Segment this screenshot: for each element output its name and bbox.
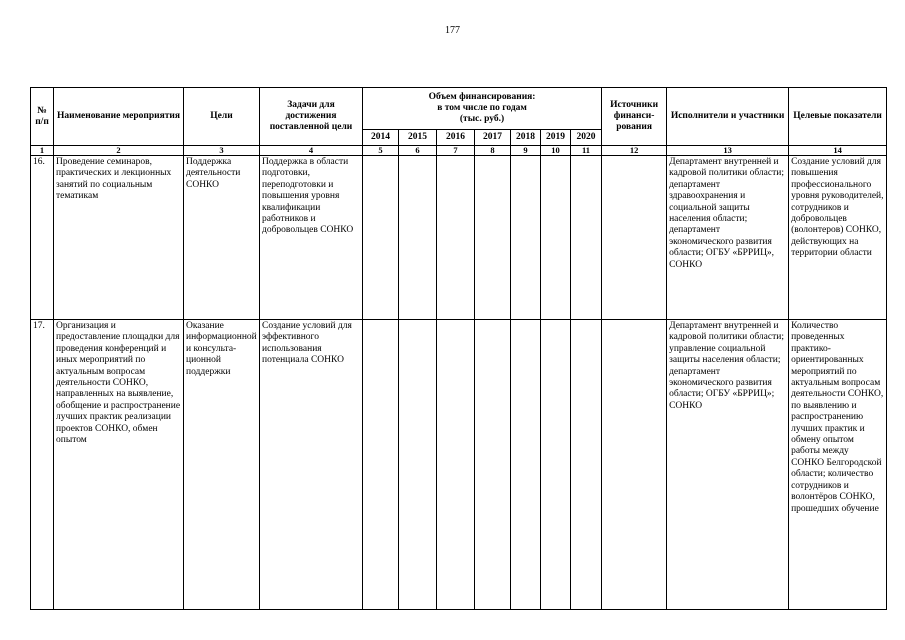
column-number: 6 xyxy=(399,146,437,156)
header-tasks: Задачи для достижения поставленной цели xyxy=(260,88,363,146)
funding-cell xyxy=(399,320,437,610)
column-number: 3 xyxy=(184,146,260,156)
funding-cell xyxy=(399,156,437,320)
column-number: 9 xyxy=(511,146,541,156)
header-year: 2015 xyxy=(399,130,437,146)
header-funding: Объем финансирования: в том числе по годам (тыс. руб.) xyxy=(363,88,602,130)
header-indicators: Целевые показатели xyxy=(789,88,887,146)
row-executors: Департамент внутренней и кадровой политики области; департамент здравоохранения и социальной защиты населения области; департамент экономического развития области; ОГБУ «БРРИЦ», СОНКО xyxy=(667,156,789,320)
column-number: 4 xyxy=(260,146,363,156)
row-indicators: Количество проведенных практико-ориентированных мероприятий по актуальным вопросам деятельности СОНКО, по выявлению и распространению лучших практик и обмену опытом работы между СОНКО Белгородской области; количество сотрудников и волонтёров СОНКО, прошедших обучение xyxy=(789,320,887,610)
program-table-container xyxy=(30,87,887,610)
funding-cell xyxy=(541,320,571,610)
column-number: 10 xyxy=(541,146,571,156)
row-goals: Оказание информационной и консульта-ционной поддержки xyxy=(184,320,260,610)
row-number: 16. xyxy=(31,156,54,320)
header-year: 2014 xyxy=(363,130,399,146)
sources-cell xyxy=(602,320,667,610)
header-year: 2017 xyxy=(475,130,511,146)
program-table xyxy=(30,87,887,610)
page-number: 177 xyxy=(445,25,460,36)
row-tasks: Создание условий для эффективного использования потенциала СОНКО xyxy=(260,320,363,610)
header-sources: Источники финанси-рования xyxy=(602,88,667,146)
column-number: 1 xyxy=(31,146,54,156)
header-year: 2018 xyxy=(511,130,541,146)
row-goals: Поддержка деятельности СОНКО xyxy=(184,156,260,320)
header-num: № п/п xyxy=(31,88,54,146)
funding-cell xyxy=(475,320,511,610)
header-year: 2016 xyxy=(437,130,475,146)
column-number: 14 xyxy=(789,146,887,156)
funding-cell xyxy=(437,320,475,610)
row-name: Организация и предоставление площадки для проведения конференций и иных мероприятий по актуальным вопросам деятельности СОНКО, направленных на выявление, обобщение и распространение лучших практик реализации проектов СОНКО, обмен опытом xyxy=(54,320,184,610)
column-number: 2 xyxy=(54,146,184,156)
funding-cell xyxy=(511,156,541,320)
funding-cell xyxy=(437,156,475,320)
column-number: 11 xyxy=(571,146,602,156)
funding-cell xyxy=(363,156,399,320)
funding-cell xyxy=(475,156,511,320)
row-indicators: Создание условий для повышения профессионального уровня руководителей, сотрудников и добровольцев (волонтеров) СОНКО, действующих на территории области xyxy=(789,156,887,320)
row-executors: Департамент внутренней и кадровой политики области; управление социальной защиты населения области; департамент экономического развития области; ОГБУ «БРРИЦ»; СОНКО xyxy=(667,320,789,610)
column-number: 12 xyxy=(602,146,667,156)
column-number: 8 xyxy=(475,146,511,156)
header-executors: Исполнители и участники xyxy=(667,88,789,146)
row-name: Проведение семинаров, практических и лекционных занятий по социальным тематикам xyxy=(54,156,184,320)
funding-cell xyxy=(541,156,571,320)
header-goals: Цели xyxy=(184,88,260,146)
table-row xyxy=(31,320,887,610)
column-number: 7 xyxy=(437,146,475,156)
funding-cell xyxy=(571,156,602,320)
row-number: 17. xyxy=(31,320,54,610)
funding-cell xyxy=(571,320,602,610)
header-year: 2019 xyxy=(541,130,571,146)
funding-cell xyxy=(363,320,399,610)
header-year: 2020 xyxy=(571,130,602,146)
column-number: 13 xyxy=(667,146,789,156)
table-row xyxy=(31,156,887,320)
header-name: Наименование мероприятия xyxy=(54,88,184,146)
column-number: 5 xyxy=(363,146,399,156)
sources-cell xyxy=(602,156,667,320)
funding-cell xyxy=(511,320,541,610)
row-tasks: Поддержка в области подготовки, переподготовки и повышения уровня квалификации работников и добровольцев СОНКО xyxy=(260,156,363,320)
